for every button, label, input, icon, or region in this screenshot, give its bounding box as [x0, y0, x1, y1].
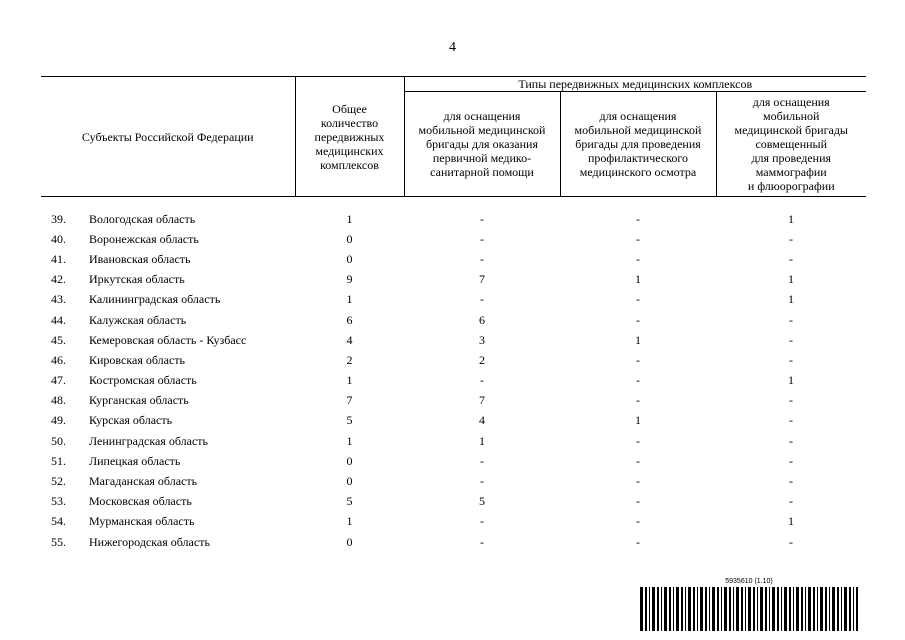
table-row	[41, 229, 866, 249]
cell-total: 0	[346, 534, 353, 549]
cell-total: 2	[346, 352, 353, 367]
cell-t3: 1	[788, 514, 794, 529]
cell-name: Вологодская область	[89, 211, 196, 226]
cell-t1: 2	[479, 352, 485, 367]
cell-t3: -	[789, 393, 793, 408]
cell-t1: -	[480, 514, 484, 529]
cell-t1: 7	[479, 393, 485, 408]
cell-t3: 1	[788, 211, 794, 226]
table-row	[41, 310, 866, 330]
barcode-caption: 5935610 (1.10)	[725, 578, 773, 585]
table-row	[41, 249, 866, 269]
table-row	[41, 270, 866, 290]
cell-t2: -	[636, 514, 640, 529]
table-row	[41, 290, 866, 310]
header-type3: для оснащения мобильной медицинской бригады совмещенный для проведения маммографии и флюорографии	[716, 92, 866, 197]
table-row	[41, 350, 866, 370]
cell-t2: -	[636, 393, 640, 408]
cell-t2: -	[636, 352, 640, 367]
cell-t1: 7	[479, 272, 485, 287]
barcode	[640, 578, 858, 632]
header-type2: для оснащения мобильной медицинской бригады для проведения профилактического медицинского осмотра	[560, 92, 716, 197]
cell-total: 1	[346, 292, 353, 307]
cell-t2: -	[636, 231, 640, 246]
cell-name: Воронежская область	[89, 231, 199, 246]
cell-t1: 1	[479, 433, 485, 448]
table-row	[41, 209, 866, 229]
cell-name: Курганская область	[89, 393, 189, 408]
cell-total: 0	[346, 453, 353, 468]
cell-t3: -	[789, 474, 793, 489]
cell-total: 1	[346, 211, 353, 226]
header-subjects: Субъекты Российской Федерации	[41, 77, 295, 197]
cell-t3: 1	[788, 292, 794, 307]
cell-name: Калужская область	[89, 312, 187, 327]
cell-t1: -	[480, 231, 484, 246]
cell-t1: -	[480, 211, 484, 226]
cell-t1: 3	[479, 332, 485, 347]
cell-num: 41.	[51, 251, 66, 266]
cell-num: 44.	[51, 312, 66, 327]
cell-t2: -	[636, 494, 640, 509]
cell-t3: -	[789, 231, 793, 246]
cell-t2: -	[636, 251, 640, 266]
cell-t2: -	[636, 292, 640, 307]
table-row	[41, 391, 866, 411]
cell-t3: -	[789, 251, 793, 266]
cell-name: Калининградская область	[89, 292, 221, 307]
cell-t2: -	[636, 453, 640, 468]
cell-name: Кемеровская область - Кузбасс	[89, 332, 247, 347]
cell-total: 1	[346, 373, 353, 388]
cell-num: 48.	[51, 393, 66, 408]
cell-total: 5	[346, 494, 353, 509]
cell-num: 49.	[51, 413, 66, 428]
cell-num: 55.	[51, 534, 66, 549]
cell-name: Ивановская область	[89, 251, 191, 266]
cell-total: 1	[346, 514, 353, 529]
cell-t3: -	[789, 312, 793, 327]
cell-total: 0	[346, 231, 353, 246]
cell-name: Кировская область	[89, 352, 186, 367]
cell-t3: 1	[788, 272, 794, 287]
table-row	[41, 431, 866, 451]
cell-name: Мурманская область	[89, 514, 195, 529]
cell-total: 0	[346, 251, 353, 266]
page-number: 4	[449, 40, 456, 55]
cell-t1: 6	[479, 312, 485, 327]
table-row	[41, 512, 866, 532]
cell-t3: -	[789, 453, 793, 468]
cell-num: 45.	[51, 332, 66, 347]
cell-total: 5	[346, 413, 353, 428]
cell-t3: -	[789, 494, 793, 509]
table-header	[41, 76, 866, 197]
cell-t2: 1	[635, 272, 641, 287]
cell-name: Ленинградская область	[89, 433, 208, 448]
cell-t1: -	[480, 474, 484, 489]
cell-total: 1	[346, 433, 353, 448]
cell-t1: -	[480, 373, 484, 388]
cell-name: Магаданская область	[89, 474, 198, 489]
cell-total: 0	[346, 474, 353, 489]
cell-t3: -	[789, 332, 793, 347]
cell-t3: 1	[788, 373, 794, 388]
cell-t2: 1	[635, 332, 641, 347]
cell-total: 4	[346, 332, 353, 347]
header-types-title: Типы передвижных медицинских комплексов	[404, 77, 866, 92]
table-row	[41, 411, 866, 431]
table-row	[41, 471, 866, 491]
cell-t1: -	[480, 453, 484, 468]
cell-name: Нижегородская область	[89, 534, 210, 549]
cell-num: 39.	[51, 211, 66, 226]
cell-num: 43.	[51, 292, 66, 307]
cell-name: Московская область	[89, 494, 192, 509]
cell-t3: -	[789, 352, 793, 367]
cell-t2: -	[636, 373, 640, 388]
cell-t1: -	[480, 534, 484, 549]
cell-num: 46.	[51, 352, 66, 367]
cell-name: Иркутская область	[89, 272, 185, 287]
cell-num: 52.	[51, 474, 66, 489]
cell-num: 42.	[51, 272, 66, 287]
cell-num: 53.	[51, 494, 66, 509]
cell-total: 6	[346, 312, 353, 327]
cell-t2: -	[636, 433, 640, 448]
cell-num: 50.	[51, 433, 66, 448]
cell-t3: -	[789, 433, 793, 448]
cell-t2: -	[636, 211, 640, 226]
cell-t2: -	[636, 312, 640, 327]
cell-total: 7	[346, 393, 353, 408]
cell-num: 47.	[51, 373, 66, 388]
cell-t3: -	[789, 534, 793, 549]
barcode-icon	[640, 587, 858, 631]
cell-num: 40.	[51, 231, 66, 246]
cell-t2: -	[636, 534, 640, 549]
table-body	[41, 209, 866, 552]
cell-t3: -	[789, 413, 793, 428]
table-row	[41, 451, 866, 471]
cell-t1: 5	[479, 494, 485, 509]
cell-t2: -	[636, 474, 640, 489]
cell-t1: 4	[479, 413, 485, 428]
cell-t1: -	[480, 292, 484, 307]
cell-t2: 1	[635, 413, 641, 428]
cell-name: Костромская область	[89, 373, 197, 388]
cell-num: 51.	[51, 453, 66, 468]
header-type1: для оснащения мобильной медицинской бригады для оказания первичной медико- санитарной помощи	[404, 92, 560, 197]
cell-total: 9	[346, 272, 353, 287]
cell-name: Курская область	[89, 413, 173, 428]
table-row	[41, 371, 866, 391]
cell-num: 54.	[51, 514, 66, 529]
table-row	[41, 532, 866, 552]
table-row	[41, 330, 866, 350]
cell-t1: -	[480, 251, 484, 266]
table-row	[41, 492, 866, 512]
header-total: Общее количество передвижных медицинских комплексов	[295, 77, 404, 197]
cell-name: Липецкая область	[89, 453, 181, 468]
